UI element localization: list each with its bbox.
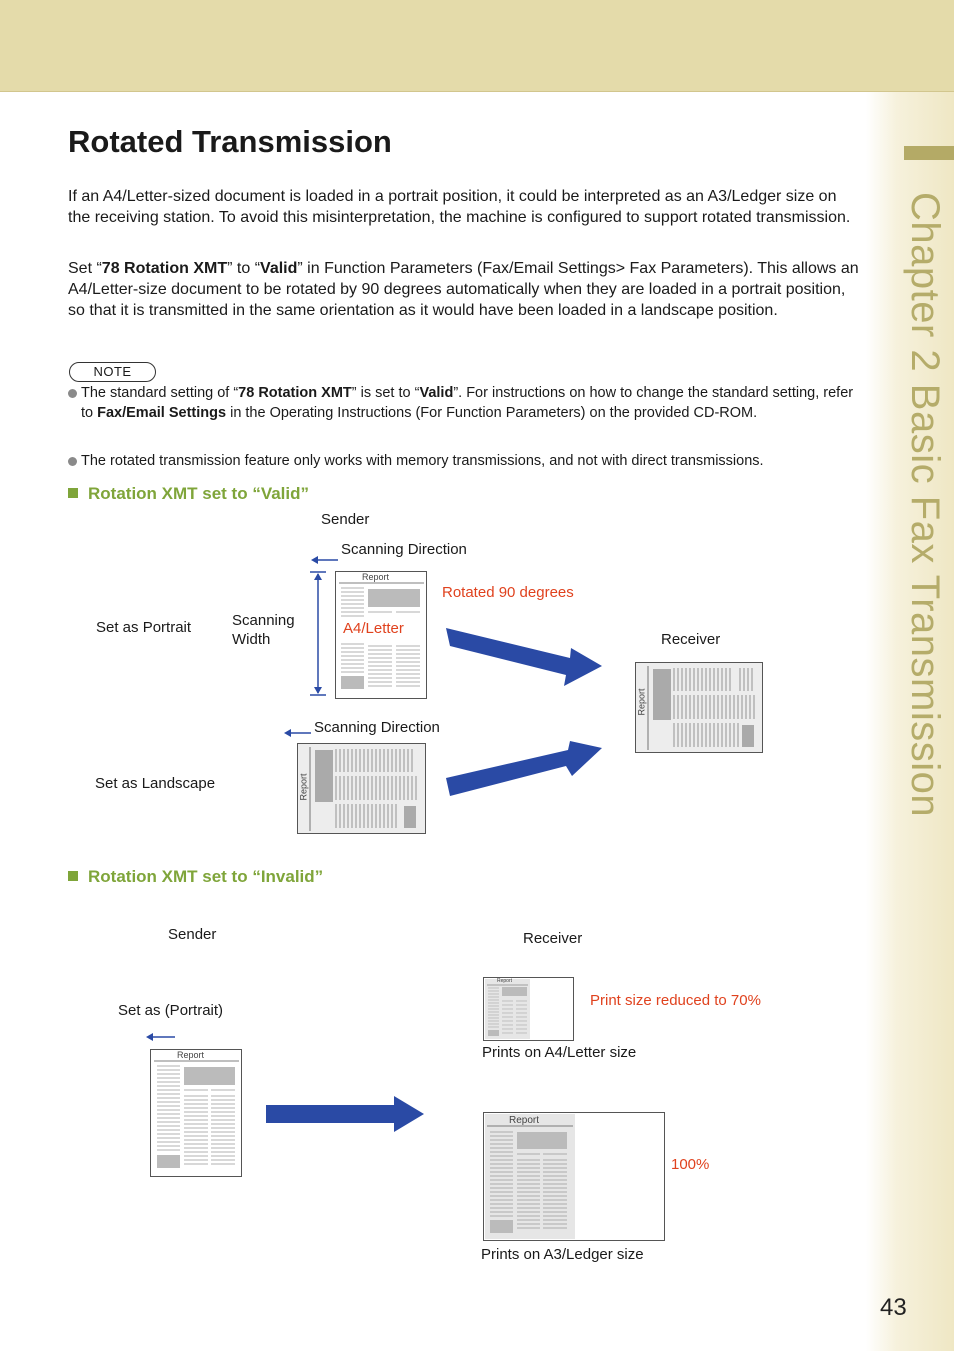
bullet-dot-icon — [68, 389, 77, 398]
landscape-transfer-arrow-icon — [442, 738, 604, 800]
bullet-dot-icon — [68, 457, 77, 466]
page-title: Rotated Transmission — [68, 124, 392, 159]
square-bullet-icon — [68, 871, 78, 881]
invalid-doc-title: Report — [177, 1050, 205, 1060]
receiver-landscape-document — [635, 662, 763, 753]
scanning-width-label-1: Scanning — [232, 612, 295, 629]
valid-sender-label: Sender — [321, 511, 370, 528]
rotated-label: Rotated 90 degrees — [442, 584, 574, 601]
setting-paragraph: Set “78 Rotation XMT” to “Valid” in Function Parameters (Fax/Email Settings> Fax Parameters). This allows an A4/Letter-size document to be rotated by 90 degrees automatically when they are loaded in a portrait position, so that it is transmitted in the same orientation as it would have been loaded in a landscape position. — [68, 260, 859, 319]
reduced-print-content — [485, 979, 530, 1039]
rotated-transfer-arrow-icon — [442, 622, 604, 688]
invalid-sender-label: Sender — [168, 926, 217, 943]
invalid-receiver-label: Receiver — [523, 930, 583, 947]
full-doc-title: Report — [509, 1115, 540, 1126]
invalid-portrait-document — [150, 1049, 242, 1177]
set-as-landscape-label: Set as Landscape — [95, 775, 216, 792]
note-badge: NOTE — [69, 362, 156, 382]
note-bullet-1: The standard setting of “78 Rotation XMT” is set to “Valid”. For instructions on how to change the standard setting, refer to Fax/Email Settings in the Operating Instructions (For Function Parameters) on the provided CD-ROM. — [68, 383, 858, 423]
landscape-scan-direction-arrow-icon — [284, 726, 312, 740]
scanning-width-bracket-icon — [308, 568, 328, 700]
invalid-transfer-arrow-icon — [264, 1095, 426, 1133]
chapter-title: Chapter 2 Basic Fax Transmission — [903, 192, 947, 818]
page-number: 43 — [880, 1294, 907, 1321]
prints-a3-label: Prints on A3/Ledger size — [481, 1246, 644, 1263]
set-as-portrait-label: Set as Portrait — [96, 619, 192, 636]
chapter-tab-marker — [904, 146, 954, 160]
scanning-width-label-2: Width — [232, 631, 271, 648]
set-as-portrait-invalid-label: Set as (Portrait) — [118, 1002, 224, 1019]
full-print-content — [485, 1114, 575, 1239]
reduced-doc-title: Report — [497, 978, 513, 984]
square-bullet-icon — [68, 488, 78, 498]
section-heading-valid: Rotation XMT set to “Valid” — [68, 484, 309, 504]
valid-receiver-label: Receiver — [661, 631, 721, 648]
scan-direction-arrow-icon — [311, 553, 339, 567]
invalid-scan-direction-arrow-icon — [146, 1030, 176, 1044]
header-band — [0, 0, 954, 92]
intro-paragraph: If an A4/Letter-sized document is loaded in a portrait position, it could be interpreted as an A3/Ledger size on the receiving station. To avoid this misinterpretation, the machine is configured to support rotated transmission. — [68, 188, 851, 226]
full-size-label: 100% — [671, 1156, 710, 1173]
landscape-scanning-direction-label: Scanning Direction — [314, 719, 440, 736]
receiver-doc-title: Report — [636, 688, 647, 716]
portrait-doc-title: Report — [362, 572, 390, 582]
landscape-doc-title: Report — [298, 773, 309, 801]
note-bullet-2: The rotated transmission feature only works with memory transmissions, and not with direct transmissions. — [68, 451, 858, 471]
full-print-page — [483, 1112, 665, 1241]
landscape-document — [297, 743, 426, 834]
valid-scanning-direction-label: Scanning Direction — [341, 541, 467, 558]
prints-a4-label: Prints on A4/Letter size — [482, 1044, 637, 1061]
reduced-label: Print size reduced to 70% — [590, 992, 761, 1009]
section-heading-invalid: Rotation XMT set to “Invalid” — [68, 867, 323, 887]
paper-size-label: A4/Letter — [341, 619, 410, 639]
reduced-print-page — [483, 977, 574, 1041]
